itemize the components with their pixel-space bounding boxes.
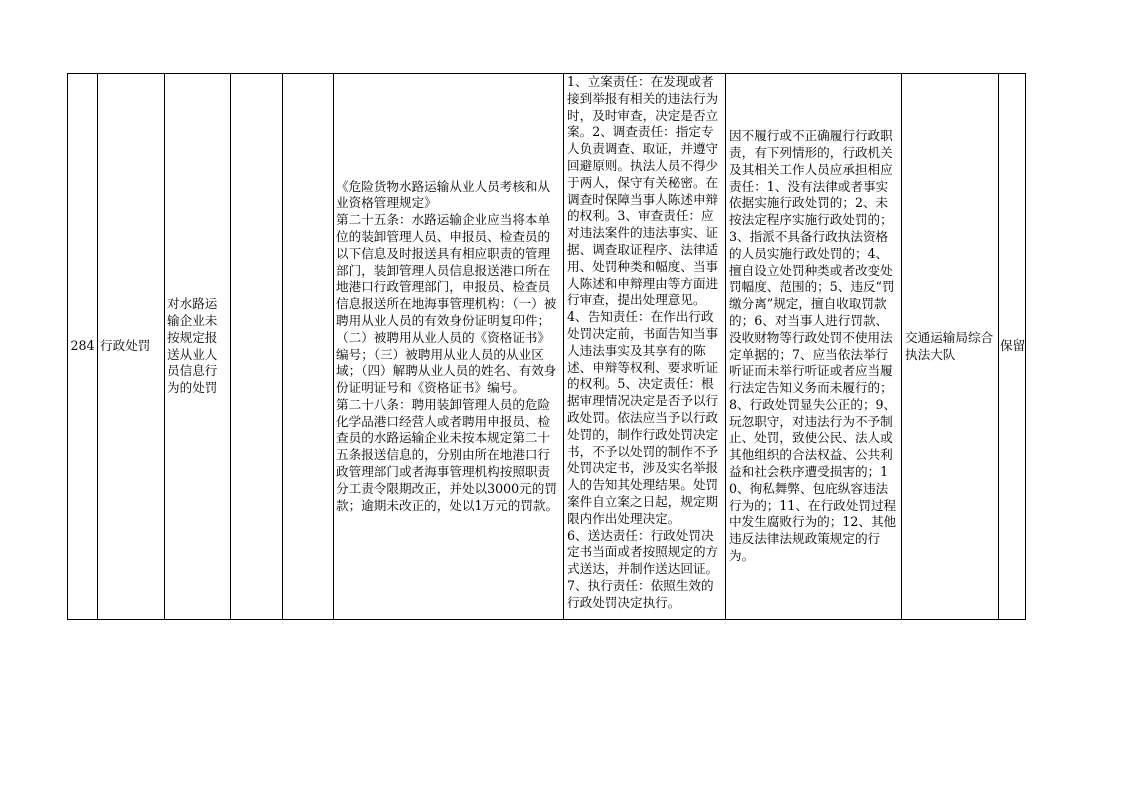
sub-item-cell <box>231 74 283 619</box>
accountability-cell <box>726 74 902 619</box>
row-number: 284 <box>70 338 95 354</box>
status: 保留 <box>1000 338 1026 354</box>
item-name: 对水路运输企业未按规定报送从业人员信息行为的处罚 <box>167 296 218 396</box>
item-name-cell <box>165 74 231 619</box>
responsibility-cell <box>564 74 726 619</box>
responsibility-part-2: 6、送达责任：行政处罚决定书当面或者按照规定的方式送达，并制作送达回证。7、执行责任：依照生效的行政处罚决定执行。 <box>567 527 719 610</box>
status-cell <box>999 74 1026 619</box>
responsibility <box>567 74 722 612</box>
legal-basis-title: 《危险货物水路运输从业人员考核和从业资格管理规定》 <box>336 178 551 211</box>
legal-basis-article-28: 第二十八条：聘用装卸管理人员的危险化学品港口经营人或者聘用申报员、检查员的水路运输企业未按本规定第二十五条报送信息的，分别由所在地港口行政管理部门或者海事管理机构按照职责分工责令限期改正，并处以3000元的罚款；逾期未改正的，处以1万元的罚款。 <box>336 396 559 513</box>
extra-cell <box>283 74 334 619</box>
responsibility-part-1: 1、立案责任：在发现或者接到举报有相关的违法行为时，及时审查，决定是否立案。2、调查责任：指定专人负责调查、取证，并遵守回避原则。执法人员不得少于两人，保守有关秘密。在调查时保障当事人陈述申辩的权利。3、审查责任：应对违法案件的违法事实、证据、调查取证程序、法律适用、处罚种类和幅度、当事人陈述和申辩理由等方面进行审查，提出处理意见。4、告知责任：在作出行政处罚决定前，书面告知当事人违法事实及其享有的陈述、申辩等权利、要求听证的权利。5、决定责任：根据审理情况决定是否予以行政处罚。依法应当予以行政处罚的，制作行政处罚决定书，不予以处罚的制作不予处罚决定书，涉及实名举报人的告知其处理结果。处罚案件自立案之日起，规定期限内作出处理决定。 <box>567 74 719 526</box>
department: 交通运输局综合执法大队 <box>905 329 994 362</box>
legal-basis <box>336 179 561 515</box>
legal-basis-article-25: 第二十五条：水路运输企业应当将本单位的装卸管理人员、申报员、检查员的以下信息及时报送具有相应职责的管理部门，装卸管理人员信息报送港口所在地港口行政管理部门，申报员、检查员信息报送所在地海事管理机构：（一）被聘用从业人员的有效身份证明复印件；（二）被聘用从业人员的《资格证书》编号；（三）被聘用从业人员的从业区域；（四）解聘从业人员的姓名、有效身份证明证号和《资格证书》编号。 <box>336 212 557 396</box>
table-row <box>67 73 1026 620</box>
row-number-cell <box>68 74 98 619</box>
category: 行政处罚 <box>100 338 151 354</box>
legal-basis-cell <box>334 74 564 619</box>
accountability: 因不履行或不正确履行行政职责，有下列情形的，行政机关及其相关工作人员应承担相应责任：1、没有法律或者事实依据实施行政处罚的；2、未按法定程序实施行政处罚的；3、指派不具备行政执法资格的人员实施行政处罚的；4、擅自设立处罚种类或者改变处罚幅度、范围的；5、违反“罚缴分离”规定，擅自收取罚款的；6、对当事人进行罚款、没收财物等行政处罚不使用法定单据的；7、应当依法举行听证而未举行听证或者应当履行法定告知义务而未履行的；8、行政处罚显失公正的；9、玩忽职守，对违法行为不予制止、处罚，致使公民、法人或其他组织的合法权益、公共利益和社会秩序遭受损害的；10、徇私舞弊、包庇纵容违法行为的；11、在行政处罚过程中发生腐败行为的；12、其他违反法律法规政策规定的行为。 <box>729 128 897 564</box>
category-cell <box>98 74 165 619</box>
department-cell <box>902 74 999 619</box>
